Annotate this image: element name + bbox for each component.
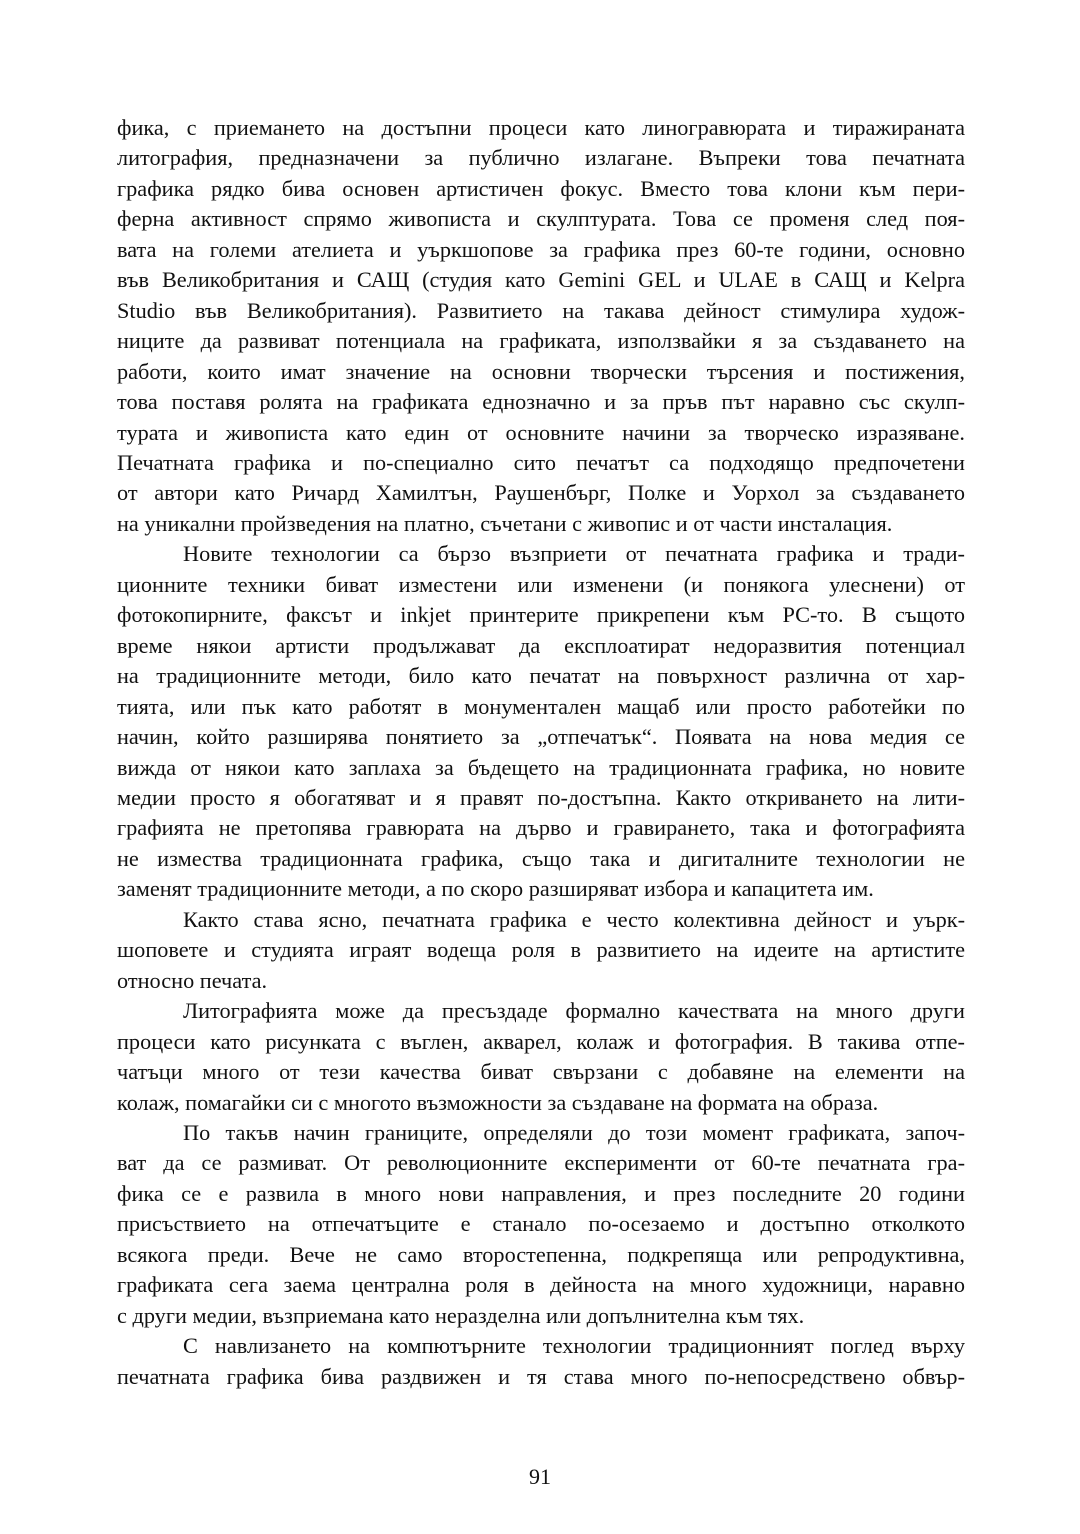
text-line: ферна активност спрямо живописта и скулптурата. Това се променя след поя- (117, 206, 965, 232)
paragraph (117, 1118, 965, 1331)
paragraph (117, 996, 965, 1118)
text-line: ват да се размиват. От революционните експерименти от 60-те печатната гра- (117, 1150, 965, 1176)
text-line: с други медии, възприемана като неразделна или допълнителна към тях. (117, 1302, 805, 1328)
text-line: начин, който разширява понятието за „отпечатък“. Появата на нова медия се (117, 724, 965, 750)
text-line: По такъв начин границите, определяли до този момент графиката, започ- (183, 1119, 965, 1145)
text-line: графиката сега заема централна роля в дейноста на много художници, наравно (117, 1272, 965, 1298)
text-line: фика се е развила в много нови направления, и през последните 20 години (117, 1180, 965, 1206)
text-line: медии просто я обогатяват и я правят по-достъпна. Както откриването на лити- (117, 784, 965, 810)
page-number: 91 (529, 1464, 551, 1489)
text-line: процеси като рисунката с въглен, акварел, колаж и фотография. В такива отпе- (117, 1028, 965, 1054)
text-line: графика рядко бива основен артистичен фокус. Вместо това клони към пери- (117, 175, 965, 201)
text-line: това поставя ролята на графиката еднозначно и за пръв път наравно със скулп- (117, 389, 965, 415)
text-line: С навлизането на компютърните технологии традиционният поглед върху (183, 1333, 965, 1359)
text-line: графията не претопява гравюрата на дърво и гравирането, така и фотографията (117, 815, 965, 841)
text-line: вата на големи ателиета и уъркшопове за графика през 60-те години, основно (117, 236, 965, 262)
text-line: шоповете и студията играят водеща роля в развитието на идеите на артистите (117, 937, 965, 963)
text-line: всякога преди. Вече не само второстепенна, подкрепяща или репродуктивна, (117, 1241, 965, 1267)
text-line: във Великобритания и САЩ (студия като Gemini GEL и ULAE в САЩ и Kelpra (117, 267, 965, 293)
text-line: колаж, помагайки си с многото възможности за създаване на формата на образа. (117, 1089, 879, 1115)
text-line: Новите технологии са бързо възприети от печатната графика и тради- (183, 541, 965, 567)
text-line: печатната графика бива раздвижен и тя става много по-непосредствено обвър- (117, 1363, 965, 1389)
text-line: не измества традиционната графика, също така и дигиталните технологии не (117, 845, 965, 871)
text-line: Печатната графика и по-специално сито печатът са подходящо предпочетени (117, 449, 965, 475)
text-line: присъствието на отпечатъците е станало по-осезаемо и достъпно отколкото (117, 1211, 965, 1237)
text-line: на традиционните методи, било като печатат на повърхност различна от хар- (117, 663, 965, 689)
text-line: фотокопирните, факсът и inkjet принтерите прикрепени към РС-то. В същото (117, 602, 965, 628)
text-line: ниците да развиват потенциала на графиката, използвайки я за създаването на (117, 328, 965, 354)
paragraph (117, 539, 965, 904)
text-line: време някои артисти продължават да експлоатират недоразвития потенциал (117, 632, 965, 658)
text-line: чатъци много от тези качества биват свързани с добавяне на елементи на (117, 1059, 965, 1085)
text-line: ционните техники биват изместени или изменени (и понякога улеснени) от (117, 571, 965, 597)
paragraph (117, 905, 965, 996)
text-line: турата и живописта като един от основните начини за творческо изразяване. (117, 419, 965, 445)
text-line: относно печата. (117, 967, 268, 993)
text-line: Studio във Великобритания). Развитието на такава дейност стимулира худож- (117, 297, 965, 323)
text-line: работи, които имат значение на основни творчески търсения и постижения, (117, 358, 965, 384)
text-line: тията, или пък като работят в монументален мащаб или просто работейки по (117, 693, 965, 719)
text-line: вижда от някои като заплаха за бъдещето на традиционната графика, но новите (117, 754, 965, 780)
text-line: Както става ясно, печатната графика е често колективна дейност и уърк- (183, 906, 965, 932)
paragraph (117, 1331, 965, 1392)
paragraph (117, 113, 965, 539)
text-line: литография, предназначени за публично излагане. Въпреки това печатната (117, 145, 965, 171)
text-line: фика, с приемането на достъпни процеси като линогравюрата и тиражираната (117, 115, 965, 140)
text-line: заменят традиционните методи, а по скоро разширяват избора и капацитета им. (117, 876, 874, 902)
text-line: от автори като Ричард Хамилтън, Раушенбърг, Полке и Уорхол за създаването (117, 480, 965, 506)
text-line: на уникални пройзведения на платно, съчетани с живопис и от части инсталация. (117, 510, 893, 536)
text-line: Литографията може да пресъздаде формално качествата на много други (183, 998, 965, 1024)
page-body (117, 113, 965, 1392)
